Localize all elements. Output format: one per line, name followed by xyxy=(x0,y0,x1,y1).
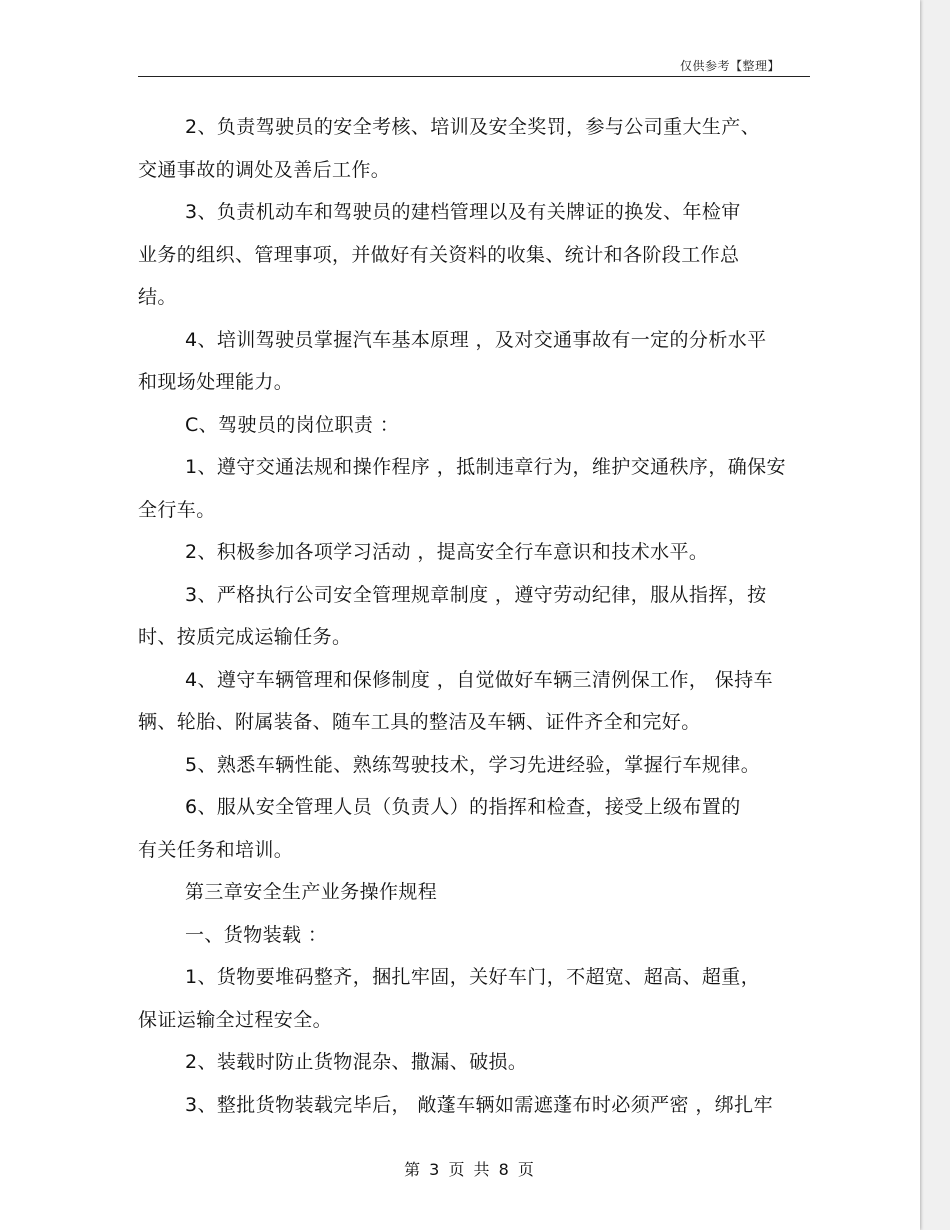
text-line: 1、货物要堆码整齐，捆扎牢固，关好车门，不超宽、超高、超重， xyxy=(185,966,761,988)
text-line: 5、熟悉车辆性能、熟练驾驶技术，学习先进经验，掌握行车规律。 xyxy=(185,753,761,776)
text-line: 3、负责机动车和驾驶员的建档管理以及有关牌证的换发、年检审 xyxy=(185,201,741,223)
header-note: 仅供参考【整理】 xyxy=(679,59,780,73)
text-line: 有关任务和培训。 xyxy=(138,838,294,861)
text-line: 2、装载时防止货物混杂、撒漏、破损。 xyxy=(185,1051,528,1073)
section-heading: C、驾驶员的岗位职责 ： xyxy=(185,413,400,436)
text-line: 辆、轮胎、附属装备、随车工具的整洁及车辆、证件齐全和完好。 xyxy=(138,711,701,733)
text-line: 业务的组织、管理事项，并做好有关资料的收集、统计和各阶段工作总 xyxy=(138,243,740,266)
text-line: 1、遵守交通法规和操作程序 ，抵制违章行为，维护交通秩序，确保安 xyxy=(185,456,786,478)
text-line: 交通事故的调处及善后工作。 xyxy=(138,158,391,181)
chapter-heading: 第三章安全生产业务操作规程 xyxy=(185,881,438,903)
text-line: 和现场处理能力。 xyxy=(138,371,294,393)
text-line: 全行车。 xyxy=(138,498,216,521)
text-line: 3、严格执行公司安全管理规章制度 ，遵守劳动纪律，服从指挥，按 xyxy=(185,583,767,606)
page-number: 第 3 页 共 8 页 xyxy=(404,1160,536,1179)
text-line: 4、遵守车辆管理和保修制度 ，自觉做好车辆三清例保工作， 保持车 xyxy=(185,668,773,691)
text-line: 保证运输全过程安全。 xyxy=(138,1008,333,1031)
document-body xyxy=(138,106,818,1126)
text-line: 4、培训驾驶员掌握汽车基本原理 ，及对交通事故有一定的分析水平 xyxy=(185,328,767,351)
text-line: 2、积极参加各项学习活动 ，提高安全行车意识和技术水平。 xyxy=(185,541,709,563)
header-rule xyxy=(138,76,810,77)
text-line: 结。 xyxy=(138,286,177,308)
text-line: 6、服从安全管理人员（负责人）的指挥和检查，接受上级布置的 xyxy=(185,796,741,818)
text-line: 时、按质完成运输任务。 xyxy=(138,626,352,648)
section-heading: 一、货物装载 ： xyxy=(185,923,328,946)
text-line: 2、负责驾驶员的安全考核、培训及安全奖罚，参与公司重大生产、 xyxy=(185,116,761,138)
text-line: 3、整批货物装载完毕后， 敞蓬车辆如需遮蓬布时必须严密 ，绑扎牢 xyxy=(185,1093,773,1116)
